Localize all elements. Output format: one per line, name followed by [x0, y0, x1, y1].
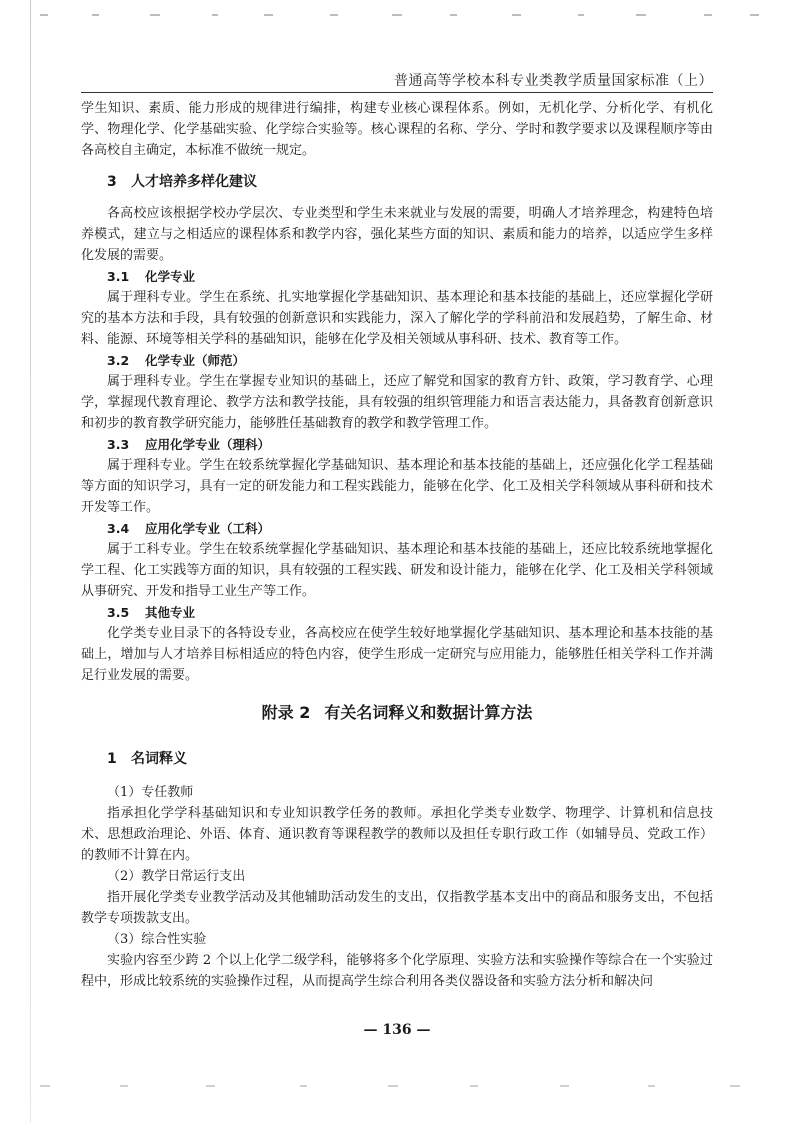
- section-number: 3: [107, 174, 117, 190]
- subsection-3-4-paragraph: 属于工科专业。学生在较系统掌握化学基础知识、基本理论和基本技能的基础上，还应比较系统地掌握化学工程、化工实践等方面的知识，具有较强的工程实践、研发和设计能力，能够在化学、化工及相关学科领域从事研究、开发和指导工业生产等工作。: [81, 542, 713, 599]
- section-title: 名词释义: [131, 751, 187, 767]
- section-title: 人才培养多样化建议: [131, 174, 257, 190]
- subsection-title: 应用化学专业（工科）: [145, 521, 271, 536]
- subsection-3-3-heading: [107, 434, 713, 455]
- scan-left-edge: [30, 0, 31, 1123]
- term-3-paragraph: 实验内容至少跨 2 个以上化学二级学科，能够将多个化学原理、实验方法和实验操作等综合在一个实验过程中，形成比较系统的实验操作过程，从而提高学生综合利用各类仪器设备和实验方法分析和解决问: [81, 953, 713, 989]
- section-3-heading: [107, 172, 713, 193]
- term-2-paragraph: 指开展化学类专业教学活动及其他辅助活动发生的支出，仅指教学基本支出中的商品和服务支出，不包括教学专项拨款支出。: [81, 890, 713, 926]
- page-number: — 136 —: [363, 1022, 431, 1038]
- term-2-label: （2）教学日常运行支出: [107, 869, 246, 884]
- term-3-label: （3）综合性实验: [107, 932, 207, 947]
- page-body: [81, 98, 713, 992]
- subsection-number: 3.3: [107, 437, 130, 452]
- subsection-number: 3.1: [107, 269, 130, 284]
- term-1-label: （1）专任教师: [107, 785, 194, 800]
- section-number: 1: [107, 751, 117, 767]
- subsection-3-3-paragraph: 属于理科专业。学生在较系统掌握化学基础知识、基本理论和基本技能的基础上，还应强化化学工程基础等方面的知识学习，具有一定的研发能力和工程实践能力，能够在化学、化工及相关学科领域从事科研和技术开发等工作。: [81, 458, 713, 515]
- section-1-heading: [107, 749, 713, 770]
- section-3-paragraph: 各高校应该根据学校办学层次、专业类型和学生未来就业与发展的需要，明确人才培养理念，构建特色培养模式，建立与之相适应的课程体系和教学内容，强化某些方面的知识、素质和能力的培养，以适应学生多样化发展的需要。: [81, 206, 713, 263]
- subsection-3-4-heading: [107, 518, 713, 539]
- subsection-title: 化学专业: [145, 269, 196, 284]
- subsection-3-1-heading: [107, 266, 713, 287]
- scan-artifact-bottom: [0, 1082, 794, 1092]
- intro-paragraph: 学生知识、素质、能力形成的规律进行编排，构建专业核心课程体系。例如，无机化学、分析化学、有机化学、物理化学、化学基础实验、化学综合实验等。核心课程的名称、学分、学时和教学要求以及课程顺序等由各高校自主确定，本标准不做统一规定。: [81, 101, 713, 158]
- appendix-label: 附录 2: [261, 703, 311, 722]
- subsection-title: 其他专业: [145, 605, 196, 620]
- subsection-3-1-paragraph: 属于理科专业。学生在系统、扎实地掌握化学基础知识、基本理论和基本技能的基础上，还应掌握化学研究的基本方法和手段，具有较强的创新意识和实践能力，深入了解化学的学科前沿和发展趋势，了解生命、材料、能源、环境等相关学科的基础知识，能够在化学及相关领域从事科研、技术、教育等工作。: [81, 290, 713, 347]
- running-header: 普通高等学校本科专业类教学质量国家标准（上）: [394, 73, 713, 89]
- appendix-title: 有关名词释义和数据计算方法: [324, 703, 533, 722]
- appendix-heading: [81, 702, 713, 723]
- header-rule: [81, 92, 713, 93]
- subsection-3-5-paragraph: 化学类专业目录下的各特设专业，各高校应在使学生较好地掌握化学基础知识、基本理论和基本技能的基础上，增加与人才培养目标相适应的特色内容，使学生形成一定研究与应用能力，能够胜任相关学科工作并满足行业发展的需要。: [81, 626, 713, 683]
- subsection-number: 3.2: [107, 353, 130, 368]
- subsection-number: 3.4: [107, 521, 130, 536]
- scan-artifact-top: [0, 0, 794, 30]
- subsection-title: 化学专业（师范）: [145, 353, 246, 368]
- subsection-number: 3.5: [107, 605, 130, 620]
- subsection-3-2-heading: [107, 350, 713, 371]
- term-1-paragraph: 指承担化学学科基础知识和专业知识教学任务的教师。承担化学类专业数学、物理学、计算机和信息技术、思想政治理论、外语、体育、通识教育等课程教学的教师以及担任专职行政工作（如辅导员、党政工作）的教师不计算在内。: [81, 806, 713, 863]
- subsection-title: 应用化学专业（理科）: [145, 437, 271, 452]
- subsection-3-5-heading: [107, 602, 713, 623]
- subsection-3-2-paragraph: 属于理科专业。学生在掌握专业知识的基础上，还应了解党和国家的教育方针、政策，学习教育学、心理学，掌握现代教育理论、教学方法和教学技能，具有较强的组织管理能力和语言表达能力，具备教育创新意识和初步的教育教学研究能力，能够胜任基础教育的教学和教学管理工作。: [81, 374, 713, 431]
